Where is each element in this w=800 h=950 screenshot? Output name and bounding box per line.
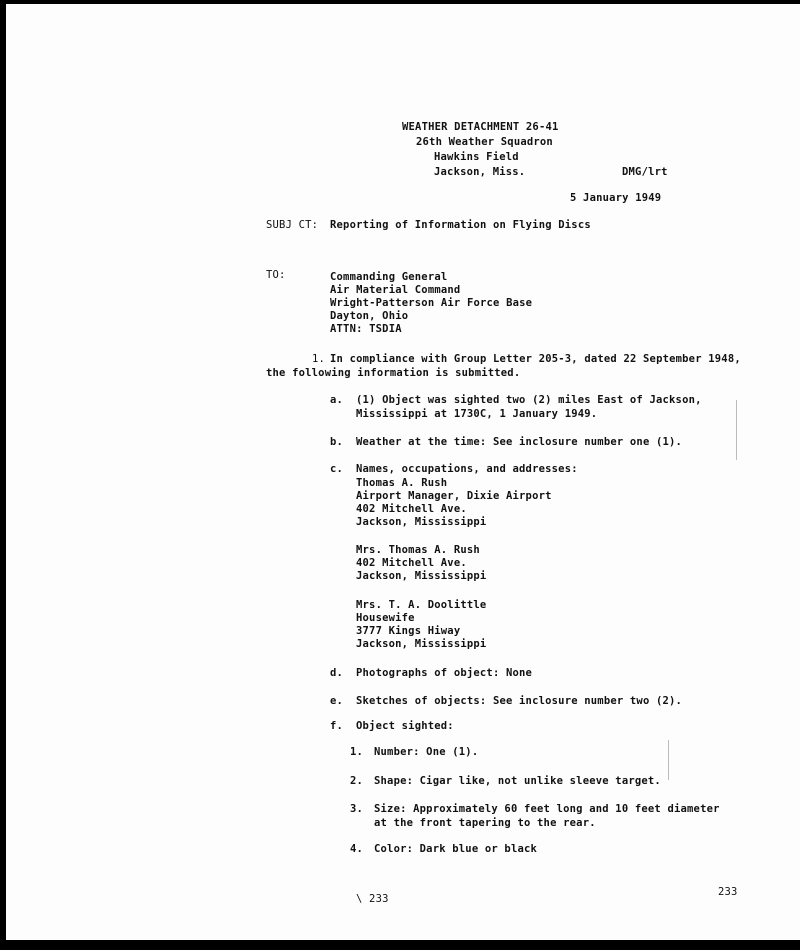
subject-label: SUBJ CT: (266, 219, 319, 231)
addressee-line: Air Material Command (330, 284, 461, 296)
page-mark-right: 233 (718, 886, 738, 898)
item-f-label: Object sighted: (356, 720, 454, 732)
scan-edge-top (0, 0, 800, 4)
witness-line: Jackson, Mississippi (356, 638, 487, 650)
addressee-line: ATTN: TSDIA (330, 323, 402, 335)
page-mark-left: \ 233 (356, 893, 389, 905)
sub-item-shape-text: Shape: Cigar like, not unlike sleeve target. (374, 775, 661, 787)
sub-item-number: 4. (350, 843, 364, 855)
witness-line: 3777 Kings Hiway (356, 625, 461, 637)
item-letter-f: f. (330, 720, 344, 732)
paragraph-number: 1. (312, 353, 326, 365)
addressee-block (330, 271, 532, 336)
item-b-text: Weather at the time: See inclosure number one (1). (356, 436, 683, 448)
intro-line-1: In compliance with Group Letter 205-3, dated 22 September 1948, (330, 353, 741, 365)
sub-item-size-line-2: at the front tapering to the rear. (374, 817, 596, 829)
item-letter-b: b. (330, 436, 344, 448)
witness-block-3 (356, 599, 486, 651)
sub-item-number: 1. (350, 746, 364, 758)
item-c-label: Names, occupations, and addresses: (356, 463, 578, 475)
item-letter-d: d. (330, 667, 344, 679)
addressee-line: Dayton, Ohio (330, 310, 409, 322)
scan-edge-left (0, 0, 6, 950)
item-a-line-2: Mississippi at 1730C, 1 January 1949. (356, 408, 598, 420)
item-letter-a: a. (330, 394, 344, 406)
intro-line-2: the following information is submitted. (266, 367, 521, 379)
addressee-line: Wright-Patterson Air Force Base (330, 297, 533, 309)
item-e-text: Sketches of objects: See inclosure number two (2). (356, 695, 683, 707)
witness-line: Mrs. T. A. Doolittle (356, 599, 487, 611)
witness-line: Jackson, Mississippi (356, 570, 487, 582)
addressee-line: Commanding General (330, 271, 448, 283)
witness-line: 402 Mitchell Ave. (356, 557, 467, 569)
witness-block-1 (356, 477, 552, 529)
sub-item-number: 3. (350, 803, 364, 815)
witness-line: Housewife (356, 612, 415, 624)
letter-date: 5 January 1949 (570, 192, 662, 204)
header-field: Hawkins Field (434, 151, 519, 163)
scan-artifact (736, 400, 737, 460)
subject-text: Reporting of Information on Flying Discs (330, 219, 591, 231)
header-location: Jackson, Miss. (434, 166, 526, 178)
header-squadron: 26th Weather Squadron (416, 136, 553, 148)
witness-line: Airport Manager, Dixie Airport (356, 490, 552, 502)
witness-line: Jackson, Mississippi (356, 516, 487, 528)
scan-edge-bottom (0, 940, 800, 950)
item-letter-e: e. (330, 695, 344, 707)
scan-artifact (668, 740, 669, 780)
to-label: TO: (266, 269, 286, 281)
sub-item-number: 2. (350, 775, 364, 787)
witness-line: Mrs. Thomas A. Rush (356, 544, 480, 556)
item-d-text: Photographs of object: None (356, 667, 533, 679)
header-unit: WEATHER DETACHMENT 26-41 (402, 121, 559, 133)
sub-item-number-text: Number: One (1). (374, 746, 479, 758)
sub-item-color-text: Color: Dark blue or black (374, 843, 538, 855)
witness-block-2 (356, 544, 486, 583)
item-a-line-1: (1) Object was sighted two (2) miles East of Jackson, (356, 394, 702, 406)
reference-code: DMG/lrt (622, 166, 668, 178)
sub-item-size-line-1: Size: Approximately 60 feet long and 10 feet diameter (374, 803, 720, 815)
item-letter-c: c. (330, 463, 344, 475)
witness-line: Thomas A. Rush (356, 477, 448, 489)
witness-line: 402 Mitchell Ave. (356, 503, 467, 515)
